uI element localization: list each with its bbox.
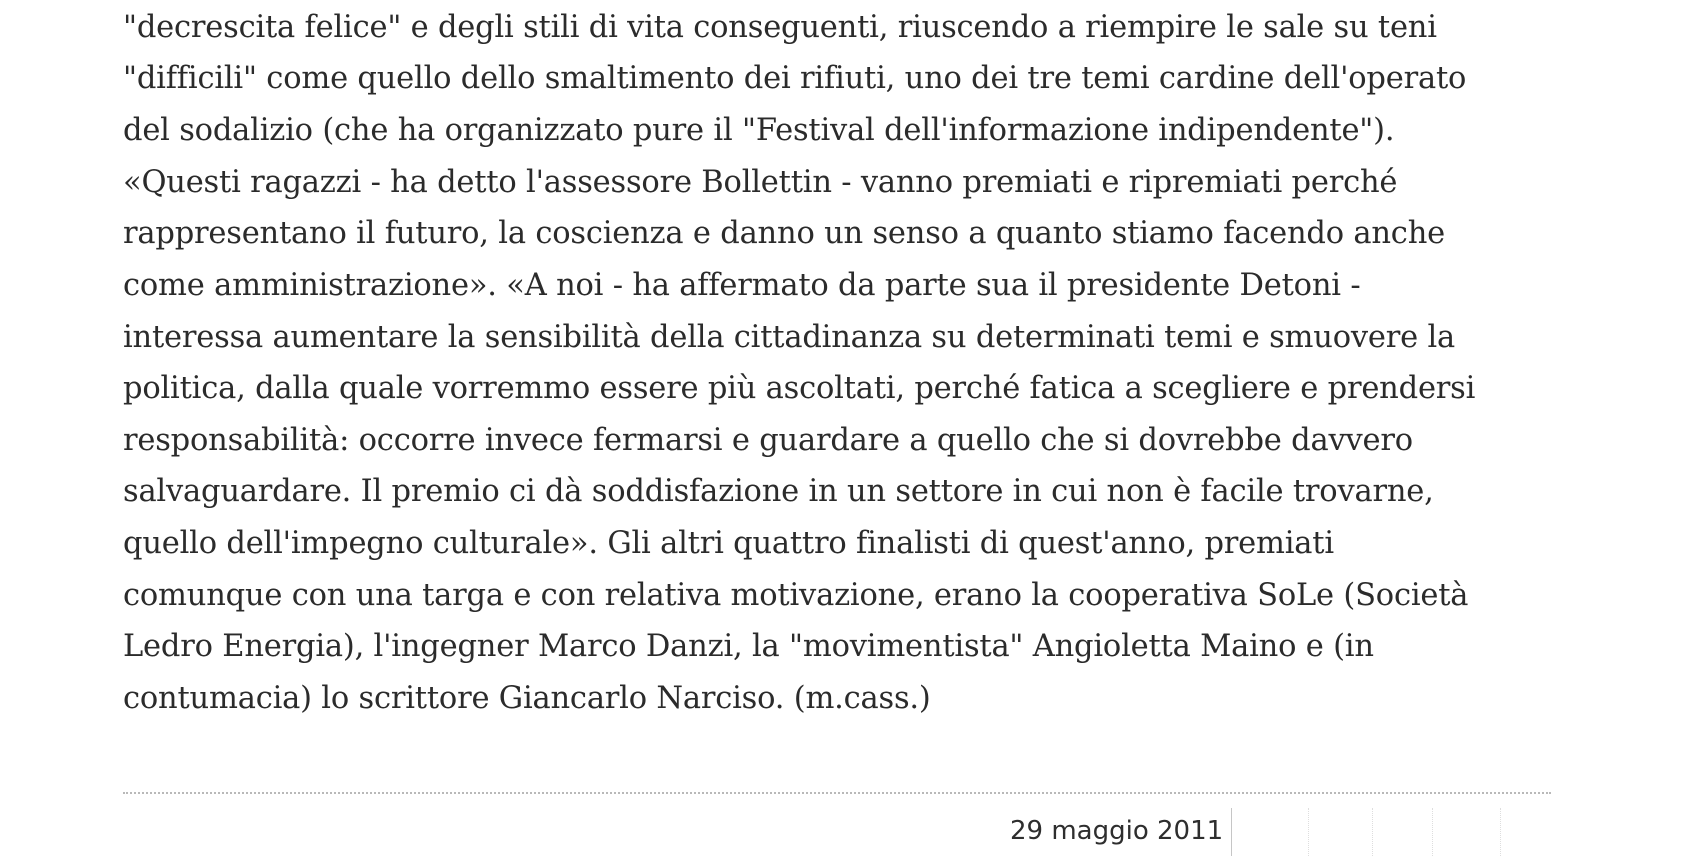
article-line: quello dell'impegno culturale». Gli altri quattro finalisti di quest'anno, premiati xyxy=(123,526,1334,561)
footer-column-guide xyxy=(1308,808,1309,856)
footer-divider xyxy=(123,792,1551,794)
article-line: «Questi ragazzi - ha detto l'assessore Bollettin - vanno premiati e ripremiati perché xyxy=(123,165,1398,200)
article-line: rappresentano il futuro, la coscienza e danno un senso a quanto stiamo facendo anche xyxy=(123,216,1445,251)
article-line: politica, dalla quale vorremmo essere più ascoltati, perché fatica a scegliere e prendersi xyxy=(123,371,1476,406)
article-line: "difficili" come quello dello smaltimento dei rifiuti, uno dei tre temi cardine dell'operato xyxy=(123,61,1467,96)
article-line: Ledro Energia), l'ingegner Marco Danzi, la "movimentista" Angioletta Maino e (in xyxy=(123,629,1374,664)
article-line: contumacia) lo scrittore Giancarlo Narciso. (m.cass.) xyxy=(123,681,931,716)
footer-separator xyxy=(1231,808,1232,856)
article-line: del sodalizio (che ha organizzato pure il "Festival dell'informazione indipendente"). xyxy=(123,113,1395,148)
footer-date: 29 maggio 2011 xyxy=(1010,816,1224,846)
article-line: interessa aumentare la sensibilità della cittadinanza su determinati temi e smuovere la xyxy=(123,320,1456,355)
article-line: come amministrazione». «A noi - ha affermato da parte sua il presidente Detoni - xyxy=(123,268,1361,303)
footer-column-guide xyxy=(1500,808,1501,856)
article-line: comunque con una targa e con relativa motivazione, erano la cooperativa SoLe (Società xyxy=(123,578,1469,613)
footer-column-guide xyxy=(1372,808,1373,856)
article-line: responsabilità: occorre invece fermarsi e guardare a quello che si dovrebbe davvero xyxy=(123,423,1413,458)
article-line: salvaguardare. Il premio ci dà soddisfazione in un settore in cui non è facile trovarne, xyxy=(123,474,1434,509)
footer-column-guide xyxy=(1432,808,1433,856)
article-line: "decrescita felice" e degli stili di vita conseguenti, riuscendo a riempire le sale su teni xyxy=(123,10,1437,45)
